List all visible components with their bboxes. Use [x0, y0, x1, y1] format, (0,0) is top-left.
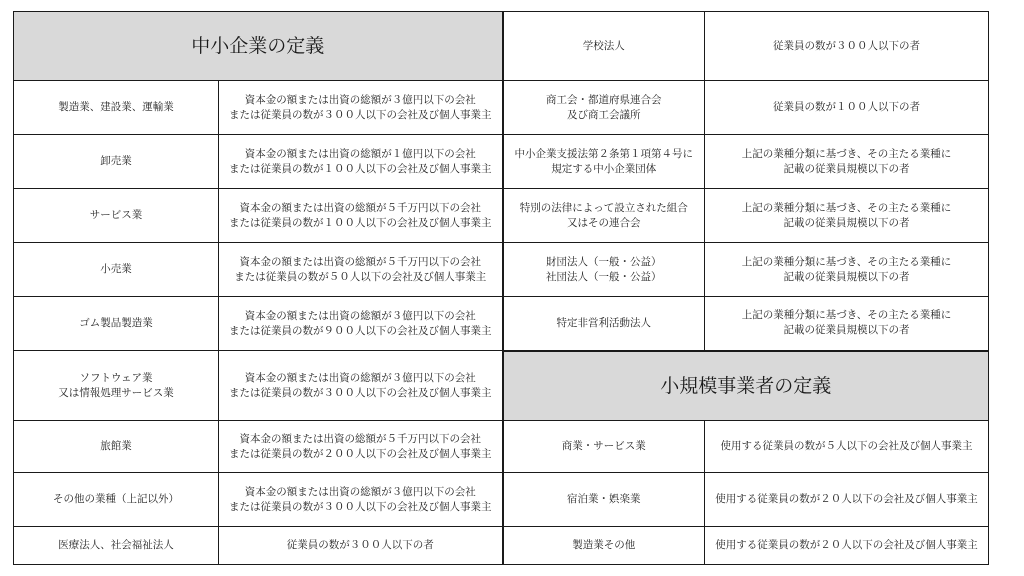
industry-label: ソフトウェア業 又は情報処理サービス業 — [14, 351, 219, 421]
industry-criteria: 資本金の額または出資の総額が３億円以下の会社 または従業員の数が３００人以下の会社及び個人事業主 — [219, 351, 503, 421]
entity-criteria: 上記の業種分類に基づき、その主たる業種に 記載の従業員規模以下の者 — [705, 189, 989, 243]
entity-label: 中小企業支援法第２条第１項第４号に 規定する中小企業団体 — [503, 135, 705, 189]
small-business-industry-label: 商業・サービス業 — [503, 421, 705, 473]
industry-criteria: 資本金の額または出資の総額が５千万円以下の会社 または従業員の数が２００人以下の会社及び個人事業主 — [219, 421, 503, 473]
entity-school-corporation: 学校法人 — [503, 12, 705, 81]
entity-label: 特定非営利活動法人 — [503, 297, 705, 351]
industry-criteria: 資本金の額または出資の総額が１億円以下の会社 または従業員の数が１００人以下の会社及び個人事業主 — [219, 135, 503, 189]
sme-definition-table — [13, 11, 989, 565]
small-business-criteria: 使用する従業員の数が２０人以下の会社及び個人事業主 — [705, 473, 989, 527]
industry-label: サービス業 — [14, 189, 219, 243]
industry-label: 小売業 — [14, 243, 219, 297]
small-business-industry-label: 宿泊業・娯楽業 — [503, 473, 705, 527]
entity-criteria: 上記の業種分類に基づき、その主たる業種に 記載の従業員規模以下の者 — [705, 243, 989, 297]
industry-label: 旅館業 — [14, 421, 219, 473]
small-business-definition-title: 小規模事業者の定義 — [503, 351, 989, 421]
entity-criteria: 上記の業種分類に基づき、その主たる業種に 記載の従業員規模以下の者 — [705, 297, 989, 351]
entity-label: 財団法人（一般・公益） 社団法人（一般・公益） — [503, 243, 705, 297]
entity-label: 商工会・都道府県連合会 及び商工会議所 — [503, 81, 705, 135]
entity-criteria: 上記の業種分類に基づき、その主たる業種に 記載の従業員規模以下の者 — [705, 135, 989, 189]
entity-label: 特別の法律によって設立された組合 又はその連合会 — [503, 189, 705, 243]
entity-criteria: 従業員の数が１００人以下の者 — [705, 81, 989, 135]
small-business-criteria: 使用する従業員の数が５人以下の会社及び個人事業主 — [705, 421, 989, 473]
industry-label: 卸売業 — [14, 135, 219, 189]
industry-criteria: 資本金の額または出資の総額が５千万円以下の会社 または従業員の数が１００人以下の会社及び個人事業主 — [219, 189, 503, 243]
industry-label: 製造業、建設業、運輸業 — [14, 81, 219, 135]
industry-label: ゴム製品製造業 — [14, 297, 219, 351]
industry-label: その他の業種（上記以外） — [14, 473, 219, 527]
sme-definition-title: 中小企業の定義 — [14, 12, 503, 81]
industry-label: 医療法人、社会福祉法人 — [14, 527, 219, 565]
small-business-criteria: 使用する従業員の数が２０人以下の会社及び個人事業主 — [705, 527, 989, 565]
industry-criteria: 資本金の額または出資の総額が３億円以下の会社 または従業員の数が３００人以下の会社及び個人事業主 — [219, 473, 503, 527]
industry-criteria: 従業員の数が３００人以下の者 — [219, 527, 503, 565]
small-business-industry-label: 製造業その他 — [503, 527, 705, 565]
industry-criteria: 資本金の額または出資の総額が５千万円以下の会社 または従業員の数が５０人以下の会社及び個人事業主 — [219, 243, 503, 297]
industry-criteria: 資本金の額または出資の総額が３億円以下の会社 または従業員の数が９００人以下の会社及び個人事業主 — [219, 297, 503, 351]
entity-criteria: 従業員の数が３００人以下の者 — [705, 12, 989, 81]
industry-criteria: 資本金の額または出資の総額が３億円以下の会社 または従業員の数が３００人以下の会社及び個人事業主 — [219, 81, 503, 135]
